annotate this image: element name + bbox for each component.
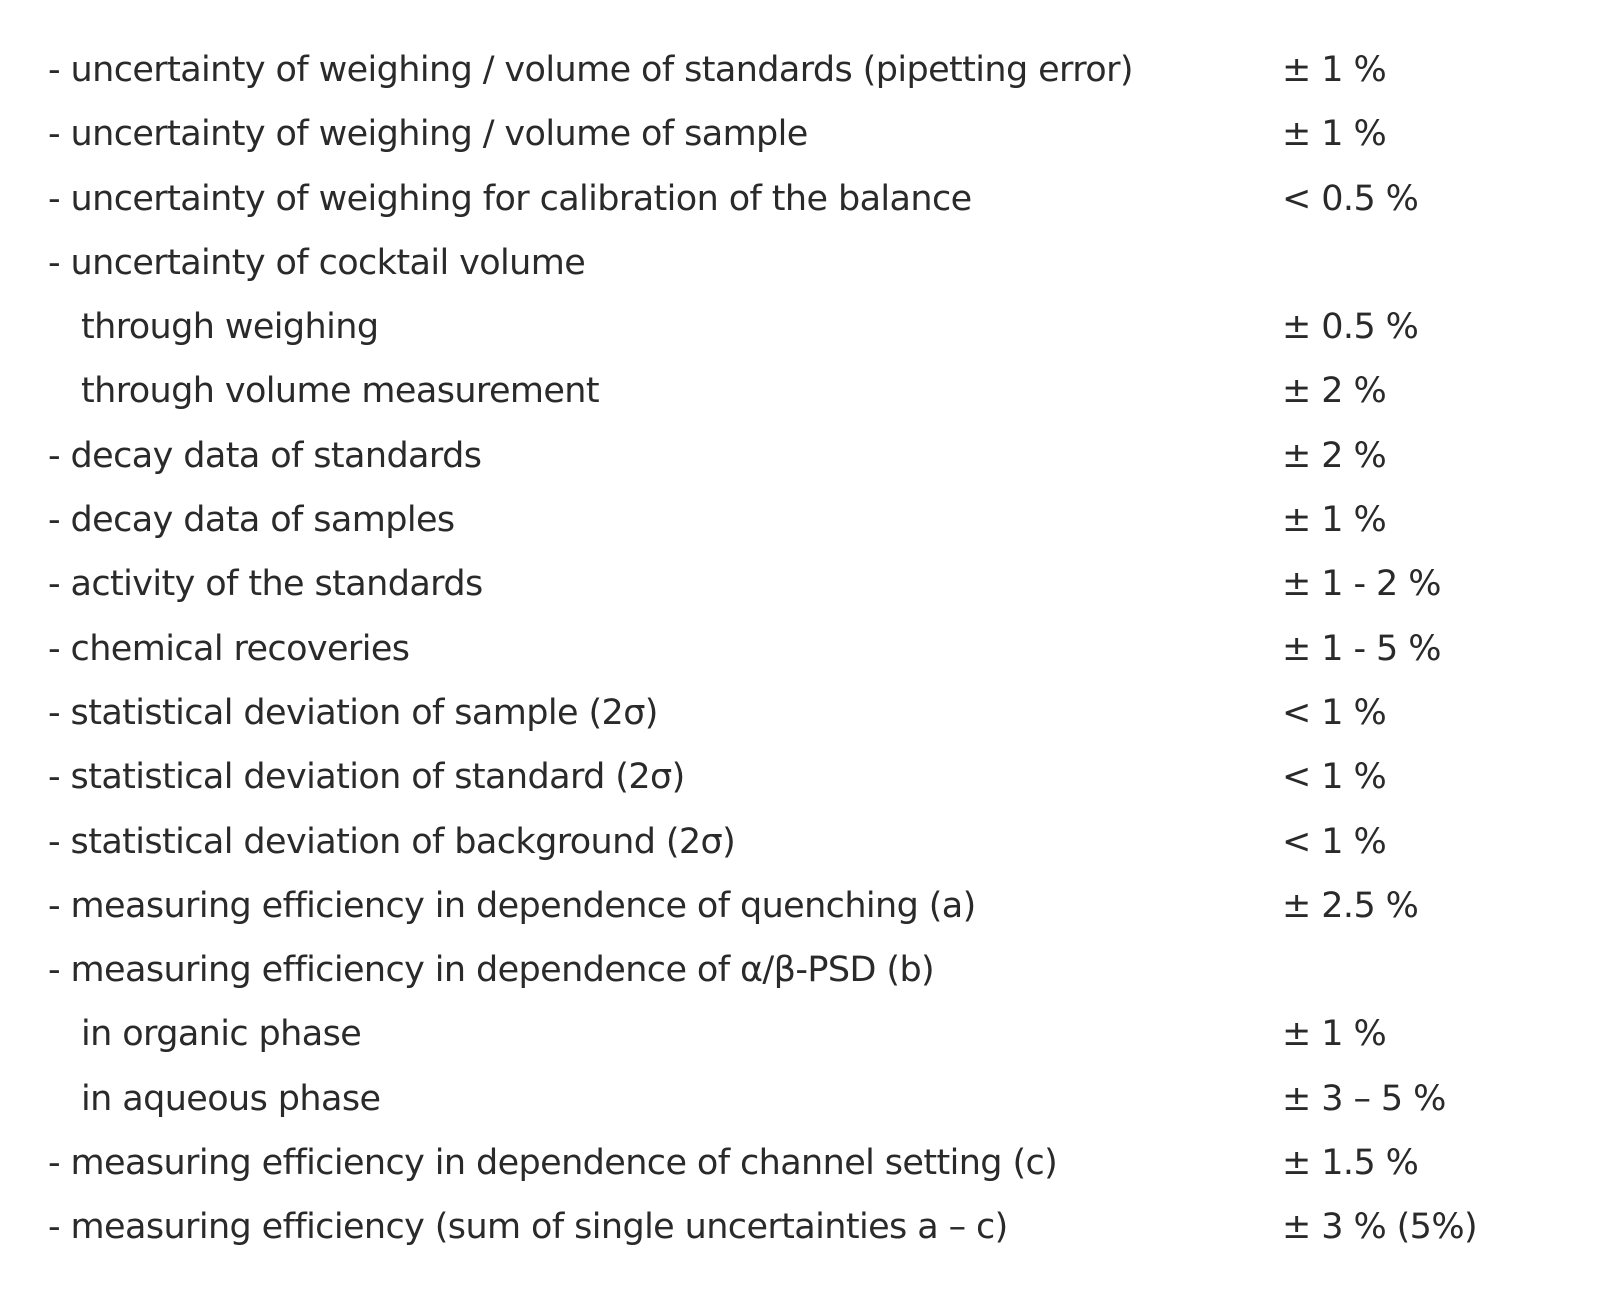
row-efficiency-quenching [48,874,1548,938]
row-balance-calibration [48,167,1548,231]
row-efficiency-psd [48,938,1548,1002]
row-label: - chemical recoveries [48,628,410,669]
row-label: - statistical deviation of standard (2σ) [48,757,685,798]
row-label: - uncertainty of cocktail volume [48,242,586,283]
row-label: - measuring efficiency in dependence of quenching (a) [48,885,976,926]
row-value: ± 2.5 % [1282,885,1419,926]
row-value: ± 1 % [1282,1014,1387,1055]
row-label: - statistical deviation of sample (2σ) [48,692,658,733]
row-aqueous-phase [48,1067,1548,1131]
row-value: ± 1.5 % [1282,1143,1419,1184]
row-activity-standards [48,552,1548,616]
row-value: ± 1 % [1282,50,1387,90]
row-through-volume-measurement [48,359,1548,423]
row-value: ± 2 % [1282,435,1387,476]
row-label: - statistical deviation of background (2σ) [48,821,736,862]
row-decay-standards [48,424,1548,488]
row-label: - decay data of samples [48,500,455,541]
row-sample-weighing [48,102,1548,166]
row-pipetting [48,38,1548,102]
row-label: - measuring efficiency (sum of single uncertainties a – c) [48,1207,1008,1248]
row-value: < 1 % [1282,821,1387,862]
row-through-weighing [48,295,1548,359]
row-value: ± 0.5 % [1282,307,1419,348]
uncertainty-table [48,38,1548,1260]
row-value: ± 1 % [1282,500,1387,541]
row-value: ± 1 % [1282,114,1387,155]
row-value: ± 1 - 5 % [1282,628,1441,669]
row-label: in organic phase [81,1014,362,1055]
row-cocktail-volume [48,231,1548,295]
row-value: < 1 % [1282,692,1387,733]
row-label: through volume measurement [81,371,600,412]
row-efficiency-sum [48,1195,1548,1259]
row-value: ± 1 - 2 % [1282,564,1441,605]
row-stat-standard [48,745,1548,809]
row-label: through weighing [81,307,379,348]
row-organic-phase [48,1002,1548,1066]
row-stat-sample [48,681,1548,745]
row-label: - uncertainty of weighing / volume of standards (pipetting error) [48,50,1133,90]
row-efficiency-channel [48,1131,1548,1195]
row-label: - measuring efficiency in dependence of α/β-PSD (b) [48,950,935,991]
row-label: in aqueous phase [81,1078,381,1119]
row-chemical-recoveries [48,617,1548,681]
row-value: ± 3 – 5 % [1282,1078,1446,1119]
row-label: - uncertainty of weighing for calibration of the balance [48,178,972,219]
row-value: ± 3 % (5%) [1282,1207,1478,1248]
row-label: - activity of the standards [48,564,483,605]
row-decay-samples [48,488,1548,552]
row-value: < 1 % [1282,757,1387,798]
row-label: - measuring efficiency in dependence of channel setting (c) [48,1143,1058,1184]
row-label: - decay data of standards [48,435,482,476]
row-label: - uncertainty of weighing / volume of sample [48,114,808,155]
row-stat-background [48,810,1548,874]
row-value: < 0.5 % [1282,178,1419,219]
row-value: ± 2 % [1282,371,1387,412]
